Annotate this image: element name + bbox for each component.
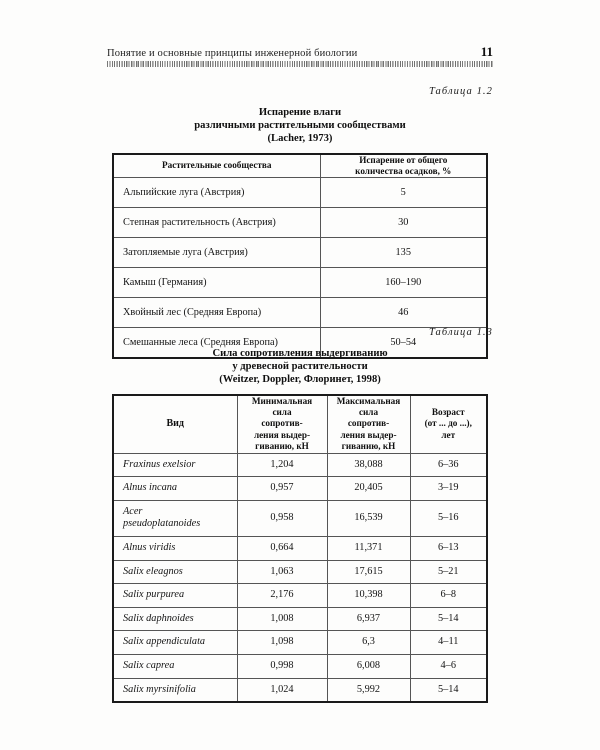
cell-age: 5–16	[410, 500, 487, 536]
cell-age: 3–19	[410, 477, 487, 501]
cell-max-force: 11,371	[327, 537, 410, 561]
column-header-age-line1: Возраст	[431, 407, 465, 418]
column-header-community: Растительные сообщества	[113, 154, 320, 178]
table-row	[113, 654, 487, 678]
column-header-max-force-line2: сила	[358, 407, 379, 418]
table-caption-1-2	[107, 106, 493, 146]
cell-evaporation: 50–54	[320, 328, 487, 359]
table-row	[113, 500, 487, 536]
cell-species: Salix daphnoides	[113, 607, 237, 631]
table-number-1-3: Таблица 1.3	[428, 327, 493, 338]
cell-max-force: 38,088	[327, 453, 410, 477]
column-header-evaporation-line1: Испарение от общего	[359, 154, 448, 165]
cell-community: Затопляемые луга (Австрия)	[113, 238, 320, 268]
column-header-min-force-line3: сопротив-	[261, 418, 303, 429]
table-row	[113, 584, 487, 608]
table-block-1-3	[107, 327, 493, 703]
cell-evaporation: 46	[320, 298, 487, 328]
cell-age: 6–8	[410, 584, 487, 608]
cell-min-force: 0,664	[237, 537, 327, 561]
cell-age: 6–36	[410, 453, 487, 477]
cell-species-line1: Acer	[123, 505, 143, 517]
column-header-evaporation	[320, 154, 487, 178]
table-row	[113, 537, 487, 561]
cell-min-force: 0,957	[237, 477, 327, 501]
cell-age: 5–21	[410, 560, 487, 584]
running-header-title: Понятие и основные принципы инженерной биологии	[107, 48, 358, 59]
table-row	[113, 631, 487, 655]
column-header-age-line2: (от ... до ...),	[424, 418, 472, 429]
cell-max-force: 17,615	[327, 560, 410, 584]
cell-min-force: 2,176	[237, 584, 327, 608]
cell-community: Хвойный лес (Средняя Европа)	[113, 298, 320, 328]
caption-line-1: Сила сопротивления выдергиванию	[212, 348, 388, 359]
cell-evaporation: 5	[320, 178, 487, 208]
cell-max-force: 6,3	[327, 631, 410, 655]
table-row	[113, 453, 487, 477]
cell-age: 5–14	[410, 607, 487, 631]
column-header-max-force	[327, 395, 410, 454]
cell-evaporation: 160–190	[320, 268, 487, 298]
cell-evaporation: 30	[320, 208, 487, 238]
caption-line-3: (Lacher, 1973)	[267, 133, 333, 145]
cell-community: Степная растительность (Австрия)	[113, 208, 320, 238]
cell-age: 6–13	[410, 537, 487, 561]
column-header-species: Вид	[113, 395, 237, 454]
cell-species: Salix caprea	[113, 654, 237, 678]
table-row	[113, 178, 487, 208]
cell-species: Alnus incana	[113, 477, 237, 501]
cell-max-force: 10,398	[327, 584, 410, 608]
cell-species: Fraxinus exelsior	[113, 453, 237, 477]
table-row	[113, 238, 487, 268]
column-header-min-force-line2: сила	[272, 407, 292, 418]
caption-line-2: у древесной растительности	[232, 361, 368, 373]
cell-age: 4–11	[410, 631, 487, 655]
cell-min-force: 1,063	[237, 560, 327, 584]
cell-max-force: 20,405	[327, 477, 410, 501]
cell-species: Salix appendiculata	[113, 631, 237, 655]
column-header-min-force-line1: Минимальная	[251, 395, 313, 406]
table-row	[113, 268, 487, 298]
table-row	[113, 678, 487, 702]
table-caption-1-3	[107, 347, 493, 387]
table-row	[113, 477, 487, 501]
column-header-min-force-line5: гиванию, кН	[255, 441, 309, 452]
cell-evaporation: 135	[320, 238, 487, 268]
caption-line-3: (Weitzer, Doppler, Флоринет, 1998)	[219, 374, 381, 386]
cell-species	[113, 500, 237, 536]
column-header-max-force-line5: гиванию, кН	[341, 441, 396, 452]
table-number-1-2: Таблица 1.2	[428, 86, 493, 97]
table-header-row	[113, 395, 487, 454]
cell-species: Salix eleagnos	[113, 560, 237, 584]
column-header-evaporation-line2: количества осадков, %	[355, 166, 452, 177]
cell-community: Альпийские луга (Австрия)	[113, 178, 320, 208]
cell-max-force: 6,008	[327, 654, 410, 678]
table-row	[113, 560, 487, 584]
column-header-age	[410, 395, 487, 454]
cell-min-force: 1,008	[237, 607, 327, 631]
column-header-age-line3: лет	[441, 429, 456, 440]
caption-line-2: различными растительными сообществами	[194, 120, 406, 132]
cell-max-force: 5,992	[327, 678, 410, 702]
cell-min-force: 0,958	[237, 500, 327, 536]
table-row	[113, 607, 487, 631]
cell-species-line2: pseudoplatanoides	[123, 518, 201, 530]
cell-species: Salix myrsinifolia	[113, 678, 237, 702]
column-header-max-force-line4: ления выдер-	[340, 429, 397, 440]
cell-community: Смешанные леса (Средняя Европа)	[113, 328, 320, 359]
table-block-1-2	[107, 86, 493, 359]
cell-min-force: 1,204	[237, 453, 327, 477]
cell-species: Salix purpurea	[113, 584, 237, 608]
column-header-max-force-line1: Максимальная	[336, 395, 401, 406]
caption-line-1: Испарение влаги	[258, 107, 342, 118]
running-header	[107, 44, 493, 60]
cell-min-force: 0,998	[237, 654, 327, 678]
table-row	[113, 298, 487, 328]
cell-min-force: 1,098	[237, 631, 327, 655]
page-number: 11	[480, 44, 493, 59]
table-row	[113, 208, 487, 238]
table-pullout-resistance	[112, 394, 488, 704]
header-decorative-rule	[107, 61, 493, 67]
column-header-min-force-line4: ления выдер-	[253, 429, 311, 440]
cell-community: Камыш (Германия)	[113, 268, 320, 298]
table-header-row	[113, 154, 487, 178]
column-header-min-force	[237, 395, 327, 454]
cell-age: 4–6	[410, 654, 487, 678]
cell-max-force: 16,539	[327, 500, 410, 536]
cell-age: 5–14	[410, 678, 487, 702]
cell-max-force: 6,937	[327, 607, 410, 631]
column-header-max-force-line3: сопротив-	[347, 418, 390, 429]
cell-min-force: 1,024	[237, 678, 327, 702]
cell-species: Alnus viridis	[113, 537, 237, 561]
